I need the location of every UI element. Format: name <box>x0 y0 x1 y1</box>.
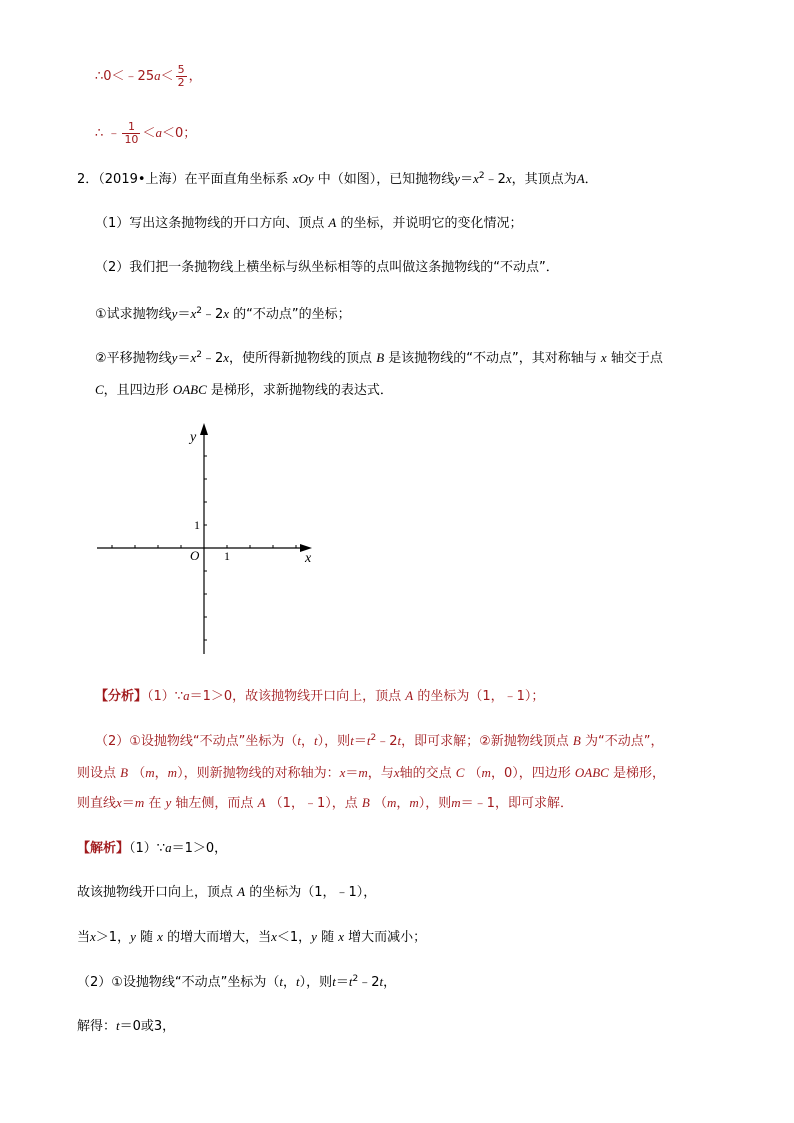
solution-line-3: 当x＞1，y 随 x 的增大而增大，当x＜1，y 随 x 增大而减小； <box>77 929 427 945</box>
question-2: （2）我们把一条抛物线上横坐标与纵坐标相等的点叫做这条抛物线的“不动点”． <box>95 260 559 275</box>
top-line-1: ∴0＜﹣25a＜ $\frac{5}{2}$ ， <box>95 63 202 89</box>
origin-label: O <box>190 548 200 563</box>
solution-line-4: （2）①设抛物线“不动点”坐标为（t，t），则$t=t^2﹣2t$， <box>77 974 397 990</box>
question-1: （1）写出这条抛物线的开口方向、顶点 A 的坐标，并说明它的变化情况； <box>95 215 523 231</box>
solution-line-1: 【解析】（1）∵a＝1＞0， <box>77 840 228 856</box>
analysis-line-1: 【分析】（1）∵a＝1＞0，故该抛物线开口向上，顶点 A 的坐标为（1，﹣1）； <box>95 688 545 704</box>
question-2-2-line-1: ②平移抛物线$y=x^2﹣2x$，使所得新抛物线的顶点 B 是该抛物线的“不动点”，其对称轴与 x 轴交于点 <box>95 350 663 366</box>
x-tick-label-1: 1 <box>224 549 230 563</box>
question-2-1: ①试求抛物线$y=x^2﹣2x$ 的“不动点”的坐标； <box>95 306 351 322</box>
fraction-1-10: $\frac{1}{10}$ <box>124 120 139 146</box>
x-axis-label: x <box>305 551 312 566</box>
solution-tag: 【解析】 <box>77 841 130 856</box>
y-axis-label: y <box>190 430 197 445</box>
question-2-2-line-2: C，且四边形 OABC 是梯形，求新抛物线的表达式． <box>95 382 393 398</box>
solution-line-5: 解得：t＝0或3， <box>77 1018 176 1034</box>
analysis-line-2: （2）①设抛物线“不动点”坐标为（t，t），则$t=t^2﹣2t$，即可求解；②新抛物线顶点 B 为“不动点”， <box>95 733 664 749</box>
problem-stem: 2．（2019•上海）在平面直角坐标系 xOy 中（如图），已知抛物线$y=x^2﹣2x$，其顶点为A． <box>77 171 598 187</box>
top-line-2: ∴ ﹣ $\frac{1}{10}$ ＜a＜0； <box>95 120 197 146</box>
analysis-line-3: 则设点 B （m，m），则新抛物线的对称轴为：x＝m，与x轴的交点 C （m，0），四边形 OABC 是梯形， <box>77 765 665 781</box>
coordinate-figure <box>90 420 330 660</box>
therefore-symbol: ∴ <box>95 69 104 84</box>
y-tick-label-1: 1 <box>194 518 200 532</box>
solution-line-2: 故该抛物线开口向上，顶点 A 的坐标为（1，﹣1）， <box>77 884 377 900</box>
fraction-5-2: $\frac{5}{2}$ <box>177 63 185 89</box>
analysis-line-4: 则直线x＝m 在 y 轴左侧，而点 A （1，﹣1），点 B （m，m），则m＝﹣1，即可求解． <box>77 795 573 811</box>
y-axis-arrow <box>200 423 208 435</box>
analysis-tag: 【分析】 <box>95 689 148 704</box>
